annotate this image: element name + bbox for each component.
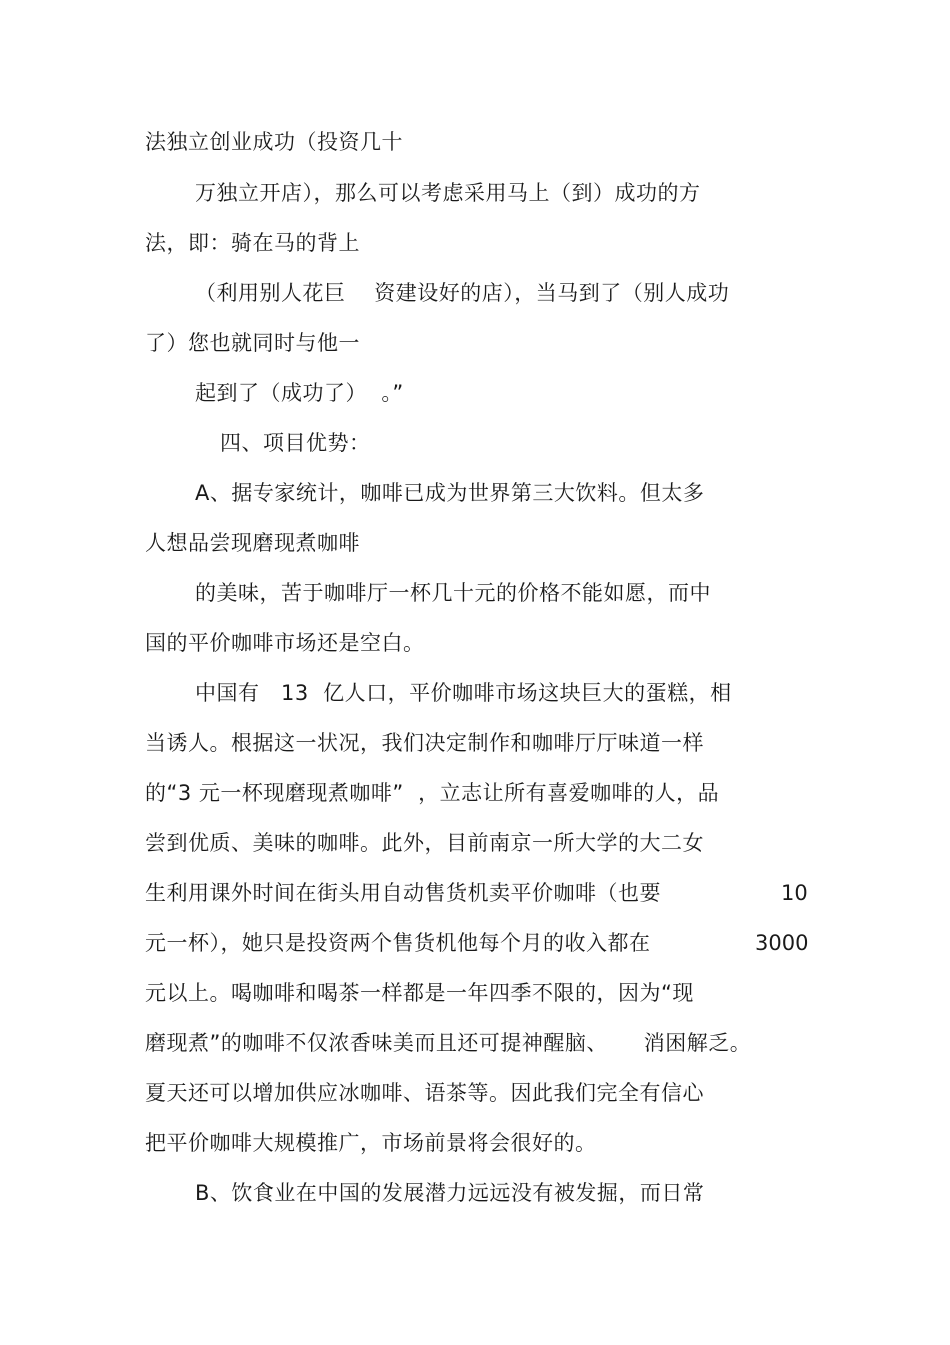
- text-line-12: 中国有 13 亿人口，平价咖啡市场这块巨大的蛋糕，相: [195, 681, 732, 705]
- income-number: 3000: [755, 931, 809, 955]
- text-line-17: 元一杯），她只是投资两个售货机他每个月的收入都在: [145, 931, 651, 955]
- text-line-6: 起到了（成功了） 。”: [195, 381, 404, 405]
- text-line-21: 把平价咖啡大规模推广，市场前景将会很好的。: [145, 1131, 597, 1155]
- text-line-10: 的美味，苦于咖啡厅一杯几十元的价格不能如愿，而中: [195, 581, 711, 605]
- text-line-5: 了）您也就同时与他一: [145, 331, 360, 355]
- text-line-15: 尝到优质、美味的咖啡。此外，目前南京一所大学的大二女: [145, 831, 704, 855]
- text-line-18: 元以上。喝咖啡和喝茶一样都是一年四季不限的，因为“现: [145, 981, 694, 1005]
- text-line-16: 生利用课外时间在街头用自动售货机卖平价咖啡（也要: [145, 881, 661, 905]
- text-line-1: 法独立创业成功（投资几十: [145, 130, 403, 154]
- text-line-13: 当诱人。根据这一状况，我们决定制作和咖啡厅厅味道一样: [145, 731, 704, 755]
- text-line-9: 人想品尝现磨现煮咖啡: [145, 531, 360, 555]
- text-line-8: A、据专家统计，咖啡已成为世界第三大饮料。但太多: [195, 481, 705, 505]
- section-heading: 四、项目优势：: [220, 431, 371, 455]
- text-line-22: B、饮食业在中国的发展潜力远远没有被发掘，而日常: [195, 1181, 705, 1205]
- text-line-19: 磨现煮”的咖啡不仅浓香味美而且还可提神醒脑、 消困解乏。: [145, 1031, 752, 1055]
- text-line-14: 的“3 元一杯现磨现煮咖啡” ，立志让所有喜爱咖啡的人，品: [145, 781, 720, 805]
- price-number: 10: [781, 881, 808, 905]
- text-line-11: 国的平价咖啡市场还是空白。: [145, 631, 425, 655]
- text-line-2: 万独立开店），那么可以考虑采用马上（到）成功的方: [195, 181, 701, 205]
- text-line-3: 法，即：骑在马的背上: [145, 231, 360, 255]
- text-line-20: 夏天还可以增加供应冰咖啡、语茶等。因此我们完全有信心: [145, 1081, 704, 1105]
- text-line-4: （利用别人花巨 资建设好的店），当马到了（别人成功: [195, 281, 730, 305]
